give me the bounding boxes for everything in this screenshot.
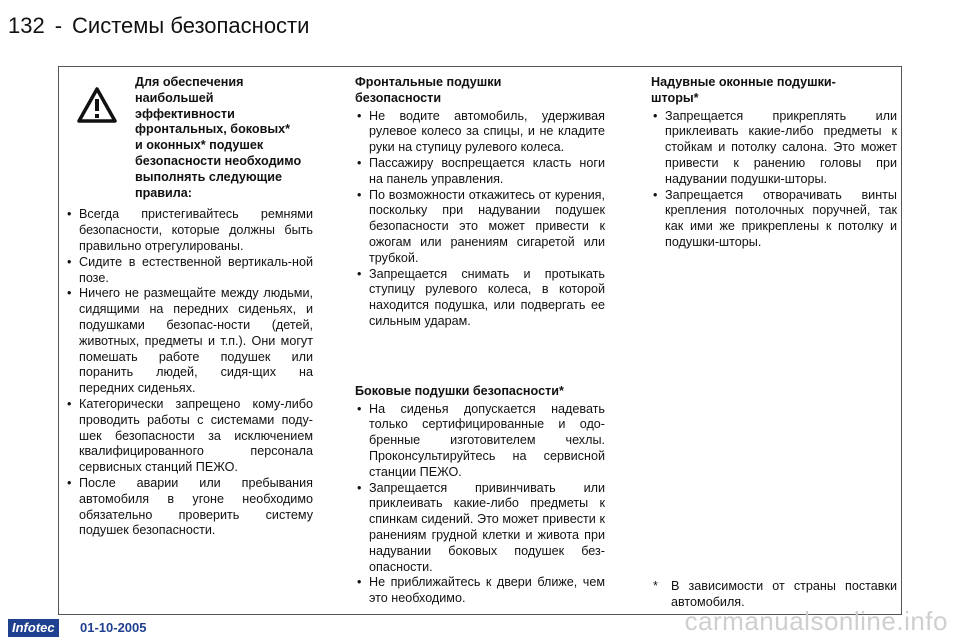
page-number: 132	[8, 13, 45, 38]
footer-date: 01-10-2005	[80, 620, 147, 635]
frontal-side-column	[355, 75, 605, 607]
curtain-column	[651, 75, 897, 251]
list-item: • Сидите в естественной вертикаль-ной позе.	[65, 255, 313, 287]
warning-intro-line: фронтальных, боковых*	[135, 122, 290, 137]
curtain-airbag-title	[651, 75, 897, 107]
warning-list	[65, 207, 313, 539]
list-item: • Ничего не размещайте между людьми, сидящими на передних сиденьях, и подушками безопас-ности (детей, животных, предметы и т.п.). Они могут помешать работе подушек или поранить людей, сидя-щих на передних сиденьях.	[65, 286, 313, 397]
warning-header	[65, 75, 313, 201]
list-item: • Пассажиру воспрещается класть ноги на панель управления.	[355, 156, 605, 188]
section-title-line: Надувные оконные подушки-	[651, 75, 836, 89]
curtain-airbag-list	[651, 109, 897, 251]
section-title-line: безопасности	[355, 90, 442, 105]
frontal-airbag-title	[355, 75, 605, 107]
list-item: • На сиденья допускается надевать только сертифицированные и одо-бренные изготовителем чехлы. Проконсультируйтесь на сервисной станции ПЕЖО.	[355, 402, 605, 481]
section-title-line: Фронтальные подушки	[355, 75, 502, 89]
list-item: • Запрещается снимать и протыкать ступицу рулевого колеса, в которой находится подушка, или подвергать ее сильным ударам.	[355, 267, 605, 330]
list-item: • После аварии или пребывания автомобиля в угоне необходимо обязательно проверить систему подушек безопасности.	[65, 476, 313, 539]
list-item: • Запрещается привинчивать или приклеивать какие-либо предметы к спинкам сидений. Это может привести к ранениям грудной клетки и живота при надувании боковых подушек без-опасности.	[355, 481, 605, 576]
watermark: carmanualsonline.info	[684, 606, 948, 636]
list-item: • Не водите автомобиль, удерживая рулевое колесо за спицы, и не кладите руки на ступицу рулевого колеса.	[355, 109, 605, 156]
content-panel	[58, 66, 902, 615]
warning-intro-line: правила:	[135, 185, 192, 200]
list-item: • Не приближайтесь к двери ближе, чем это необходимо.	[355, 575, 605, 607]
frontal-airbag-list	[355, 109, 605, 330]
footnote-marker: *	[653, 579, 658, 593]
warning-intro-line: Для обеспечения	[135, 75, 244, 89]
infotec-logo: Infotec	[8, 619, 59, 637]
list-item: • Всегда пристегивайтесь ремнями безопасности, которые должны быть правильно отрегулированы.	[65, 207, 313, 254]
section-title-line: шторы*	[651, 90, 699, 105]
warning-intro	[135, 75, 313, 201]
warning-column	[65, 75, 313, 539]
list-item: • Категорически запрещено кому-либо проводить работы с системами поду-шек безопасности за исключением квалифицированного персонала сервисных станций ПЕЖО.	[65, 397, 313, 476]
header-separator: -	[54, 13, 63, 38]
side-airbag-title: Боковые подушки безопасности*	[355, 383, 564, 398]
warning-intro-line: наибольшей эффективности	[135, 90, 235, 121]
list-item: • По возможности откажитесь от курения, поскольку при надувании подушек безопасности это может привести к ожогам или ранениям сигаретой или трубкой.	[355, 188, 605, 267]
side-airbag-list	[355, 402, 605, 607]
warning-intro-line: и оконных* подушек	[135, 138, 264, 153]
list-item: • Запрещается прикреплять или приклеивать какие-либо предметы к стойкам и потолку салона. Это может привести к ранению головы при надувании подушки-шторы.	[651, 109, 897, 188]
warning-intro-line: выполнять следующие	[135, 169, 282, 184]
list-item: • Запрещается отворачивать винты крепления потолочных поручней, так как ими же прикреплены к потолку и подушки-шторы.	[651, 188, 897, 251]
footnote-text: В зависимости от страны поставки автомобиля.	[671, 579, 897, 609]
page-title: Системы безопасности	[72, 13, 310, 38]
warning-intro-line: безопасности необходимо	[135, 153, 302, 168]
page-header	[8, 6, 309, 46]
warning-triangle-icon	[77, 87, 117, 123]
